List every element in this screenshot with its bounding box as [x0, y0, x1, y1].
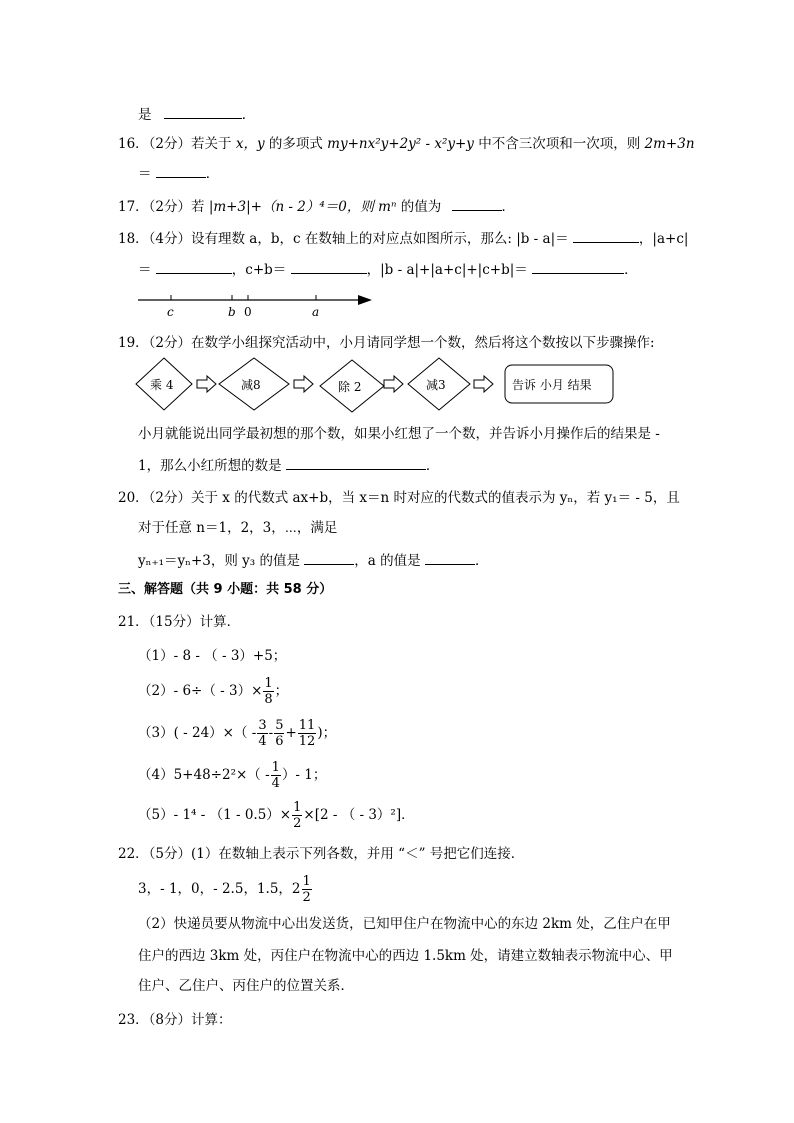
- question-19-line3: 1，那么小红所想的数是 ．: [138, 455, 684, 476]
- q22-part-2-line3: 住户、乙住户、丙住户的位置关系．: [138, 978, 354, 994]
- answer-blank[interactable]: [304, 550, 354, 565]
- label-c: c: [167, 305, 174, 319]
- fraction: $\frac{11}{12}$: [298, 718, 316, 749]
- question-16-line2: ＝ ．: [138, 163, 684, 184]
- fraction: $\frac{1}{2}$: [302, 874, 311, 905]
- q21-part-2: （2）- 6÷（ - 3）× $\frac{1}{8}$ ；: [138, 676, 289, 707]
- q22-part-2-line1: （2）快递员要从物流中心出发送货，已知甲住户在物流中心的东边 2km 处，乙住户在甲: [138, 916, 671, 932]
- q21-part-3: （3）( - 24）×（ - $\frac{3}{4}$ - $\frac{5}{6}$ + $\frac{11}{12}$ )；: [138, 718, 337, 749]
- arrow-icon: [294, 376, 313, 392]
- fraction: $\frac{5}{6}$: [275, 718, 284, 749]
- q21-part-1: （1）- 8 - （ - 3）+5；: [138, 648, 287, 664]
- fraction: $\frac{1}{2}$: [293, 800, 302, 831]
- q21-part-5: （5）- 1⁴ - （1 - 0.5）× $\frac{1}{2}$ ×[2 - （ - 3）²]．: [138, 800, 415, 831]
- question-20-line2: 对于任意 n＝1，2，3，⋯，满足: [138, 520, 338, 536]
- step-label-3: 除 2: [338, 380, 362, 394]
- step-label-4: 减3: [426, 378, 446, 392]
- axis-arrow: [358, 295, 372, 305]
- answer-blank[interactable]: [452, 196, 502, 211]
- step-label-1: 乘 4: [150, 378, 174, 392]
- step-label-2: 减8: [241, 378, 261, 392]
- label-a: a: [312, 305, 320, 319]
- answer-blank[interactable]: [156, 163, 206, 178]
- answer-blank[interactable]: [425, 550, 475, 565]
- q22-numbers: 3，- 1，0，- 2.5，1.5，2 $\frac{1}{2}$: [138, 874, 311, 905]
- question-19: 19．（2分）在数学小组探究活动中，小月请同学想一个数，然后将这个数按以下步骤操作:: [118, 335, 655, 351]
- number-line-figure: [136, 286, 376, 322]
- question-20: 20．（2分）关于 x 的代数式 ax+b，当 x＝n 时对应的代数式的值表示为 yₙ，若 y₁＝ - 5，且: [118, 490, 680, 506]
- q22-part-2-line2: 住户的西边 3km 处，丙住户在物流中心的西边 1.5km 处，请建立数轴表示物流中心、甲: [138, 948, 673, 964]
- question-18-line2: ＝ ，c+b＝ ，|b - a|+|a+c|+|c+b|＝ ．: [138, 259, 684, 280]
- question-19-line2: 小月就能说出同学最初想的那个数，如果小红想了一个数，并告诉小月操作后的结果是 -: [138, 426, 660, 442]
- result-box-label: 告诉 小月 结果: [512, 378, 592, 392]
- q21-part-4: （4）5+48÷2²×（ - $\frac{1}{4}$ ）- 1；: [138, 760, 327, 791]
- q15-tail: 是 ．: [138, 104, 684, 125]
- fraction: $\frac{1}{8}$: [264, 676, 273, 707]
- fraction: $\frac{3}{4}$: [258, 718, 267, 749]
- section-title: 三、解答题（共 9 小题：共 58 分）: [118, 582, 333, 597]
- answer-blank[interactable]: [532, 259, 624, 274]
- question-21: 21．（15分）计算．: [118, 614, 241, 630]
- question-16: 16．（2分）若关于 x，y 的多项式 my+nx²y+2y² - x²y+y 中不含三次项和一次项，则 2m+3n: [118, 136, 695, 152]
- answer-blank[interactable]: [164, 104, 242, 119]
- answer-blank[interactable]: [573, 228, 639, 243]
- label-0: 0: [244, 305, 252, 319]
- flowchart: [134, 356, 634, 416]
- question-23: 23．（8分）计算：: [118, 1012, 232, 1028]
- arrow-icon: [197, 376, 216, 392]
- question-20-line3: yₙ₊₁＝yₙ+3，则 y₃ 的值是 ，a 的值是 ．: [138, 550, 684, 571]
- question-22: 22．（5分）(1）在数轴上表示下列各数，并用 “＜” 号把它们连接．: [118, 846, 525, 862]
- arrow-icon: [474, 376, 493, 392]
- answer-blank[interactable]: [291, 259, 367, 274]
- question-17: 17．（2分）若 |m+3|+（n - 2）⁴＝0，则 mⁿ 的值为 ．: [118, 196, 684, 217]
- fraction: $\frac{1}{4}$: [271, 760, 280, 791]
- question-18: 18．（4分）设有理数 a，b，c 在数轴上的对应点如图所示，那么: |b - a|＝ ，|a+c|: [118, 228, 684, 249]
- arrow-icon: [384, 376, 403, 392]
- answer-blank[interactable]: [286, 455, 426, 470]
- answer-blank[interactable]: [156, 259, 232, 274]
- label-b: b: [228, 305, 236, 319]
